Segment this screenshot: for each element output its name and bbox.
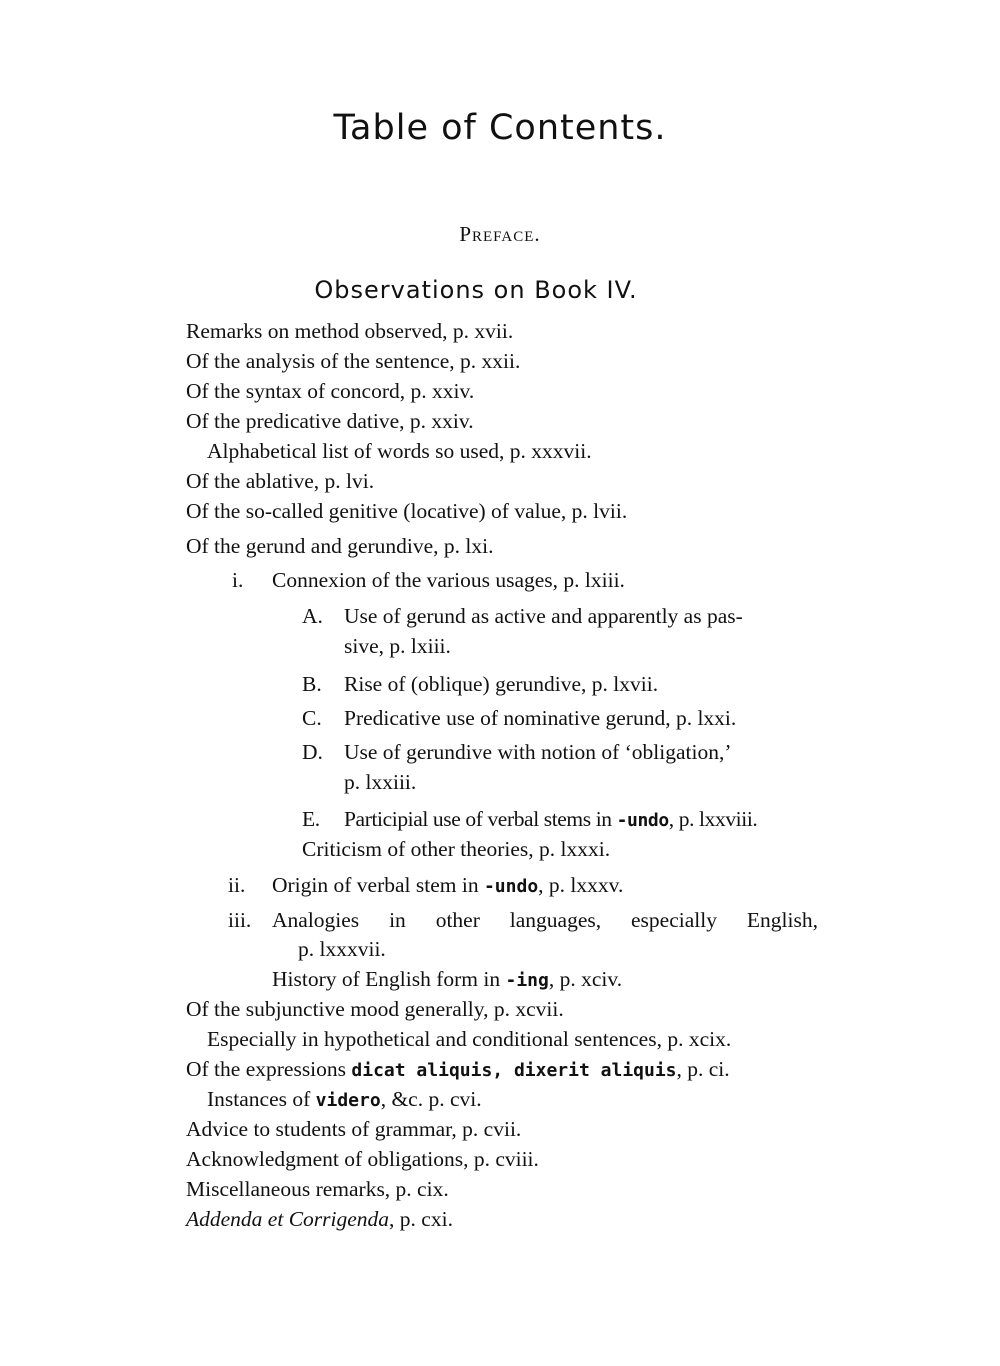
subentry-label: A. xyxy=(302,604,323,628)
toc-subentry-B xyxy=(302,671,658,697)
subentry-label: E. xyxy=(302,807,320,831)
toc-subentry-i xyxy=(232,567,625,593)
preface-heading: Preface. xyxy=(459,222,541,246)
toc-entry: Miscellaneous remarks, p. cix. xyxy=(186,1177,449,1201)
toc-subentry-ii: ii. Origin of verbal stem in -undo, p. lxxxv. xyxy=(228,873,624,897)
toc-subentry-A-cont: sive, p. lxiii. xyxy=(344,634,451,658)
subentry-label: iii. xyxy=(228,908,252,932)
subentry-label: ii. xyxy=(228,873,246,897)
subentry-text: Use of gerund as active and apparently as pas- xyxy=(344,604,743,628)
subentry-label: B. xyxy=(302,672,322,696)
subentry-text: Predicative use of nominative gerund, p. lxxi. xyxy=(344,706,737,730)
toc-subentry-E-criticism: Criticism of other theories, p. lxxxi. xyxy=(302,837,611,861)
toc-entry: Of the gerund and gerundive, p. lxi. xyxy=(186,534,494,558)
toc-entry: Remarks on method observed, p. xvii. xyxy=(186,319,514,343)
latin-suffix: -ing xyxy=(505,970,549,991)
toc-subentry-A xyxy=(302,603,743,629)
toc-subentry-E: E. Participial use of verbal stems in -undo, p. lxxviii. xyxy=(302,807,758,831)
toc-entry: Of the syntax of concord, p. xxiv. xyxy=(186,379,475,403)
toc-entry: Of the so-called genitive (locative) of value, p. lvii. xyxy=(186,499,628,523)
subentry-label: i. xyxy=(232,568,244,592)
toc-entry: Of the subjunctive mood generally, p. xcvii. xyxy=(186,997,564,1021)
toc-entry: Alphabetical list of words so used, p. xxxvii. xyxy=(207,439,592,463)
toc-subentry-C xyxy=(302,705,736,731)
toc-entry: Addenda et Corrigenda, p. cxi. xyxy=(186,1207,453,1231)
toc-subentry-D xyxy=(302,739,732,765)
subentry-label: C. xyxy=(302,706,322,730)
toc-entry: Acknowledgment of obligations, p. cviii. xyxy=(186,1147,539,1171)
toc-subentry-history: History of English form in -ing, p. xciv. xyxy=(272,967,623,991)
toc-entry: Of the analysis of the sentence, p. xxii. xyxy=(186,349,521,373)
toc-subentry-D-cont: p. lxxiii. xyxy=(344,770,417,794)
latin-phrase: dicat aliquis, dixerit aliquis xyxy=(351,1060,677,1081)
latin-suffix: -undo xyxy=(616,810,669,831)
page-title: Table of Contents. xyxy=(333,108,667,148)
subentry-text: Use of gerundive with notion of ‘obligation,’ xyxy=(344,740,732,764)
toc-entry: Of the expressions dicat aliquis, dixerit aliquis, p. ci. xyxy=(186,1057,730,1081)
toc-entry: Of the ablative, p. lvi. xyxy=(186,469,375,493)
toc-entry: Instances of videro, &c. p. cvi. xyxy=(207,1087,482,1111)
latin-suffix: -undo xyxy=(483,876,539,897)
observations-heading: Observations on Book IV. xyxy=(314,276,638,304)
toc-entry: Advice to students of grammar, p. cvii. xyxy=(186,1117,522,1141)
subentry-text: Analogies in other languages, especially English, xyxy=(272,908,818,932)
toc-entry: Of the predicative dative, p. xxiv. xyxy=(186,409,474,433)
subentry-text: Connexion of the various usages, p. lxiii. xyxy=(272,568,625,592)
latin-word: videro xyxy=(315,1090,381,1111)
addenda-title: Addenda et Corrigenda xyxy=(186,1207,390,1231)
toc-subentry-iii-cont: p. lxxxvii. xyxy=(298,937,386,961)
toc-entry: Especially in hypothetical and conditional sentences, p. xcix. xyxy=(207,1027,732,1051)
toc-subentry-iii xyxy=(228,907,818,933)
subentry-text: Rise of (oblique) gerundive, p. lxvii. xyxy=(344,672,659,696)
subentry-label: D. xyxy=(302,740,323,764)
